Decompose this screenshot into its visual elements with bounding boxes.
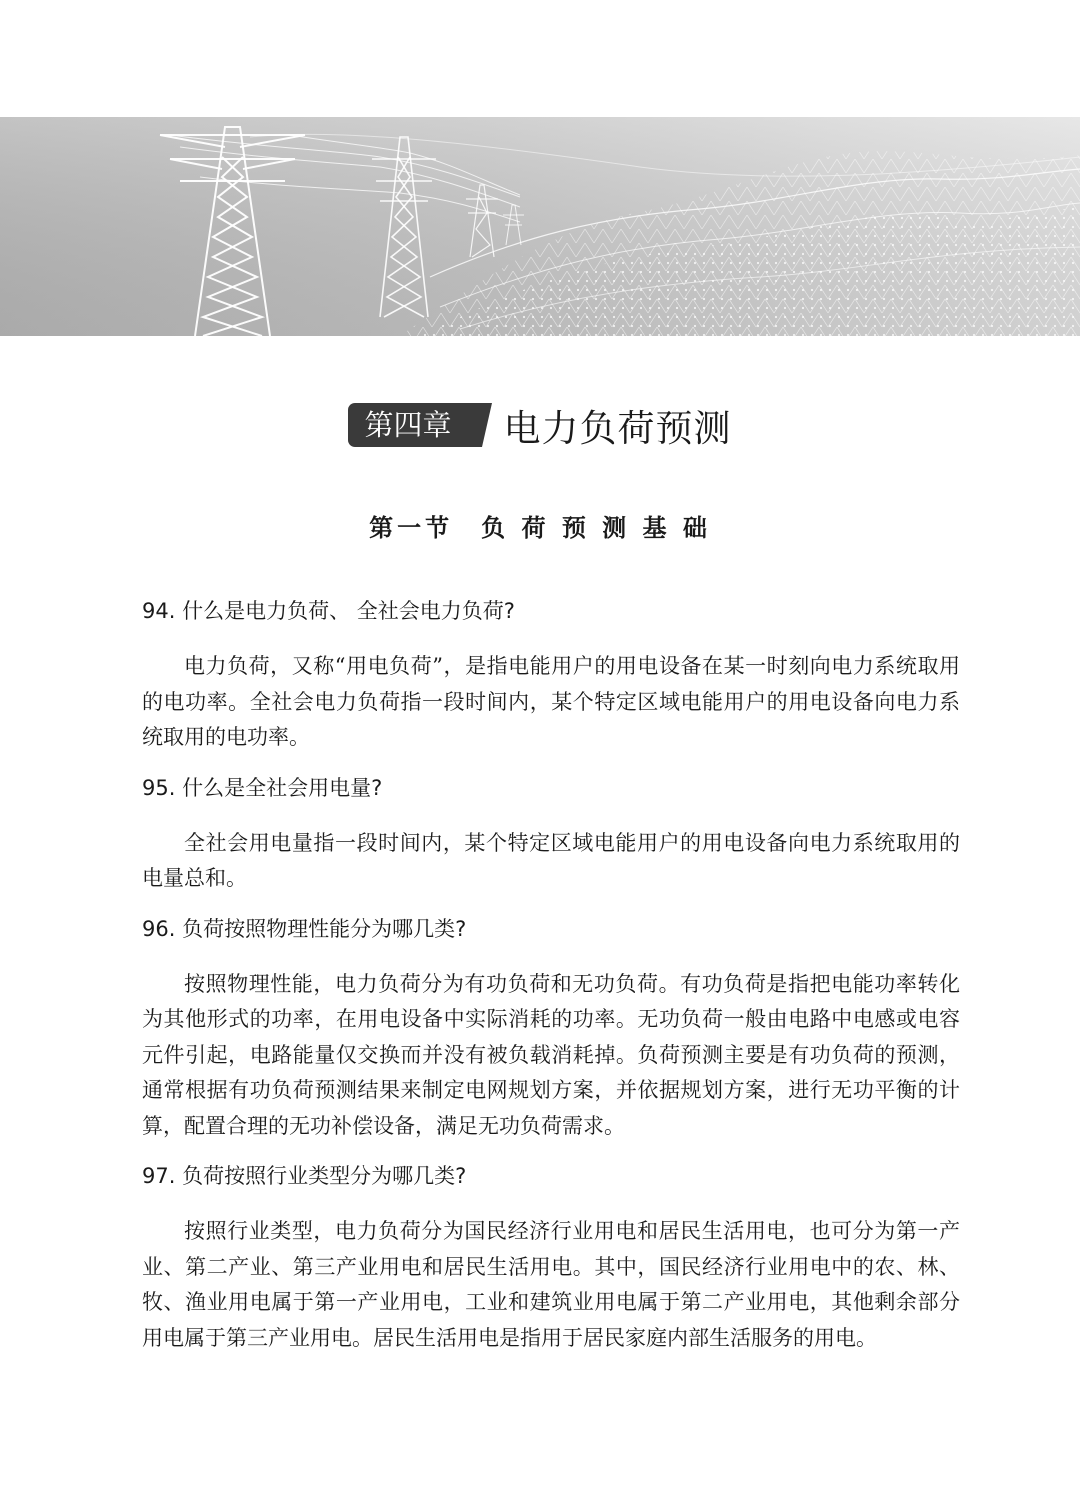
question-94: 94. 什么是电力负荷、 全社会电力负荷? <box>142 599 515 623</box>
qa-item <box>142 773 960 897</box>
qa-item <box>142 596 960 756</box>
answer-96: 按照物理性能，电力负荷分为有功负荷和无功负荷。有功负荷是指把电能功率转化为其他形式的功率，在用电设备中实际消耗的功率。无功负荷一般由电路中电感或电容元件引起，电路能量仅交换而并没有被负载消耗掉。负荷预测主要是有功负荷的预测，通常根据有功负荷预测结果来制定电网规划方案，并依据规划方案，进行无功平衡的计算，配置合理的无功补偿设备，满足无功负荷需求。 <box>142 971 960 1138</box>
answer-97: 按照行业类型，电力负荷分为国民经济行业用电和居民生活用电，也可分为第一产业、第二产业、第三产业用电和居民生活用电。其中，国民经济行业用电中的农、林、牧、渔业用电属于第一产业用电，工业和建筑业用电属于第二产业用电，其他剩余部分用电属于第三产业用电。居民生活用电是指用于居民家庭内部生活服务的用电。 <box>142 1219 960 1350</box>
answer-94: 电力负荷，又称“用电负荷”，是指电能用户的用电设备在某一时刻向电力系统取用的电功率。全社会电力负荷指一段时间内，某个特定区域电能用户的用电设备向电力系统取用的电功率。 <box>142 654 960 749</box>
chapter-title: 电力负荷预测 <box>503 407 732 450</box>
answer-95: 全社会用电量指一段时间内，某个特定区域电能用户的用电设备向电力系统取用的电量总和。 <box>142 830 960 890</box>
chapter-label: 第四章 <box>348 403 481 447</box>
qa-item <box>142 914 960 1145</box>
question-96: 96. 负荷按照物理性能分为哪几类? <box>142 916 467 941</box>
qa-item <box>142 1161 960 1356</box>
chapter-heading <box>0 398 1080 452</box>
header-banner-image <box>0 117 1080 336</box>
question-95: 95. 什么是全社会用电量? <box>142 775 383 800</box>
qa-list <box>142 596 960 1373</box>
question-97: 97. 负荷按照行业类型分为哪几类? <box>142 1164 467 1188</box>
section-title: 第一节 负 荷 预 测 基 础 <box>369 513 711 542</box>
